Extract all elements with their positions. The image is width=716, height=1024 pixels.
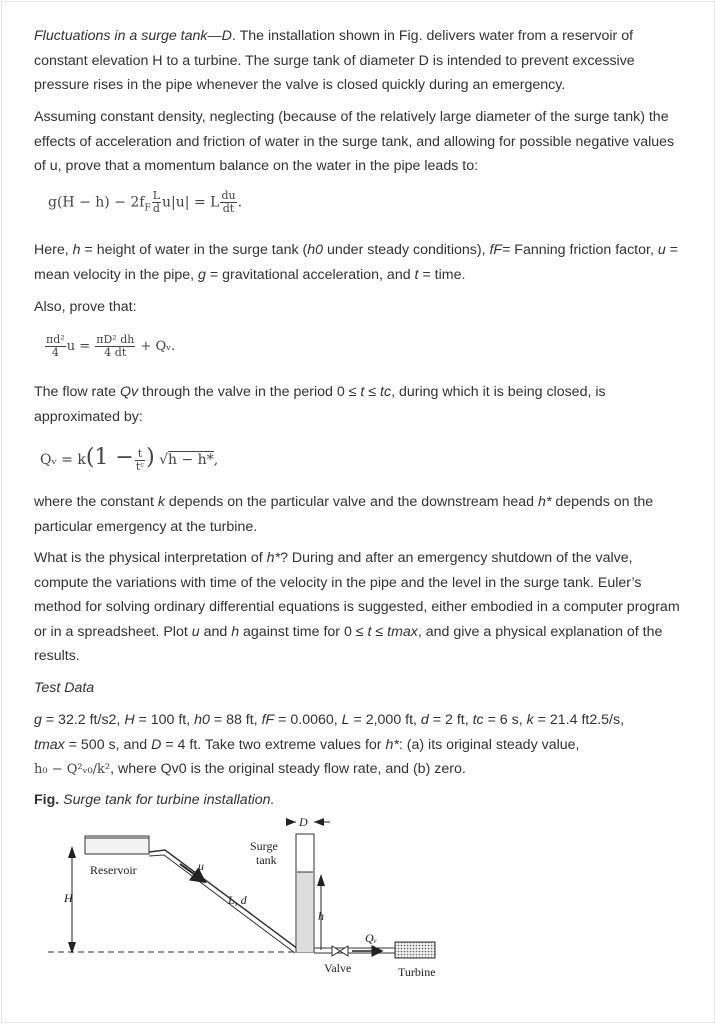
figure-caption: Fig. Surge tank for turbine installation. xyxy=(34,792,275,808)
paragraph-test-data: g = 32.2 ft/s2, H = 100 ft, h0 = 88 ft, fF = 0.0060, L = 2,000 ft, d = 2 ft, tc = 6 s, k = 21.4 ft2.5/s, tmax = 500 s, and D = 4 ft. Take two extreme values for h*: (a) its original steady value, h₀ − Q²ᵥ₀/k², where Qv0 is the original steady flow rate, and (b) zero. xyxy=(34,712,625,777)
paragraph-flow-rate: The flow rate Qv through the valve in the period 0 ≤ t ≤ tc, during which it is being closed, is approximated by: xyxy=(34,384,606,425)
label-H: H xyxy=(64,891,73,905)
label-Qv: Qᵥ xyxy=(365,931,378,945)
equation-valve-flow: Qᵥ = k(1 − $\frac{t}{\text{tᶜ}}$ ) √h − h*, xyxy=(40,445,219,473)
label-h: h xyxy=(318,909,324,923)
label-turbine: Turbine xyxy=(398,965,436,979)
equation-momentum: $g(H - h) - 2f_F$ $\frac{L}{d}$ u|u| = L $\frac{du}{dt}$ . xyxy=(48,189,243,215)
equation-continuity: $\frac{\text{πd²}}{4}$ u = $\frac{\text{πD² dh}}{4 dt}$ + Qᵥ. xyxy=(46,333,176,359)
label-u: u xyxy=(198,859,204,873)
paragraph-question: What is the physical interpretation of h*? During and after an emergency shutdown of the valve, compute the variations with time of the velocity in the pipe and the level in the surge tank. Euler’s method for solving ordinary differential equations is suggested, either embodied in a computer program or in a spreadsheet. Plot u and h against time for 0 ≤ t ≤ tmax, and give a physical explanation of the results. xyxy=(34,550,680,664)
label-surge: Surge xyxy=(250,839,278,853)
surge-tank-diagram xyxy=(40,812,460,992)
problem-title: Fluctuations in a surge tank—D xyxy=(34,28,232,44)
paragraph-also-prove: Also, prove that: xyxy=(34,299,137,315)
label-valve: Valve xyxy=(324,961,352,975)
paragraph-assumptions: Assuming constant density, neglecting (because of the relatively large diameter of the surge tank) the effects of acceleration and friction of water in the surge tank, and allowing for possible negative values of u, prove that a momentum balance on the water in the pipe leads to: xyxy=(34,109,675,174)
paragraph-definitions: Here, h = height of water in the surge tank (h0 under steady conditions), fF= Fanning friction factor, u = mean velocity in the pipe, g = gravitational acceleration, and t = time. xyxy=(34,242,678,283)
label-reservoir: Reservoir xyxy=(90,863,137,877)
paragraph-constant-k: where the constant k depends on the particular valve and the downstream head h* depends on the particular emergency at the turbine. xyxy=(34,494,654,535)
paragraph-intro: Fluctuations in a surge tank—D. The installation shown in Fig. delivers water from a reservoir of constant elevation H to a turbine. The surge tank of diameter D is intended to prevent excessive pressure rises in the pipe whenever the valve is closed quickly during an emergency. xyxy=(34,28,635,93)
label-D: D xyxy=(299,815,308,829)
turbine-box xyxy=(395,942,435,958)
label-tank: tank xyxy=(256,853,277,867)
reservoir-box xyxy=(85,836,149,854)
test-data-heading: Test Data xyxy=(34,680,95,696)
label-Ld: L, d xyxy=(228,893,247,907)
